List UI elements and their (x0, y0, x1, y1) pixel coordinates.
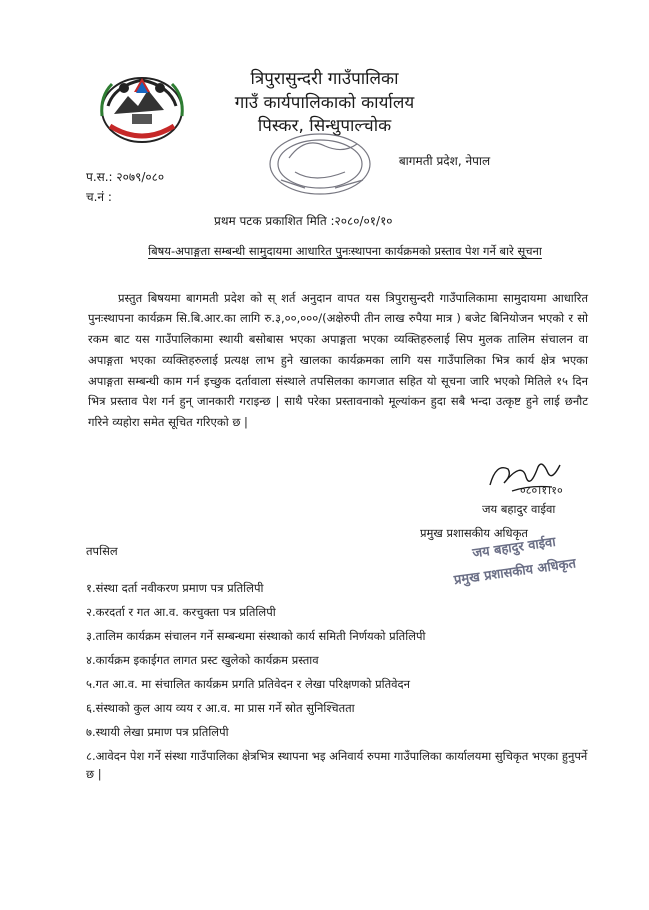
list-item: २.करदर्ता र गत आ.व. करचुक्ता पत्र प्रतिलिपी (86, 605, 276, 619)
municipality-name: त्रिपुरासुन्दरी गाउँपालिका (250, 69, 399, 89)
published-date: प्रथम पटक प्रकाशित मिति :२०८०/०१/१० (214, 214, 393, 228)
province-name: बागमती प्रदेश, नेपाल (398, 154, 491, 168)
list-item: ७.स्थायी लेखा प्रमाण पत्र प्रतिलिपी (86, 725, 229, 739)
office-name: गाउँ कार्यपालिकाको कार्यालय (234, 93, 415, 113)
stamp-title: प्रमुख प्रशासकीय अधिकृत (453, 556, 577, 589)
list-item: ६.संस्थाको कुल आय व्यय र आ.व. मा प्रास गर्ने स्रोत सुनिश्चितता (86, 701, 355, 715)
list-item: ८.आवेदन पेश गर्ने संस्था गाउँपालिका क्षेत्रभित्र स्थापना भइ अनिवार्य रुपमा गाउँपालिका कार्यालयमा सुचिकृत भएका हुनुपर्ने छ | (86, 749, 588, 781)
dispatch-number: च.नं : (86, 190, 112, 204)
notice-subject: बिषय-अपाङ्गता सम्बन्धी सामुदायमा आधारित पुनःस्थापना कार्यक्रमको प्रस्ताव पेश गर्ने बारे सूचना (148, 244, 542, 258)
list-item: ५.गत आ.व. मा संचालित कार्यक्रम प्रगति प्रतिवेदन र लेखा परिक्षणको प्रतिवेदन (86, 677, 411, 691)
attachments-heading: तपसिल (86, 544, 118, 558)
signatory-title: प्रमुख प्रशासकीय अधिकृत (420, 526, 528, 540)
stamp-name: जय बहादुर वाईवा (471, 534, 557, 562)
office-address: पिस्कर, सिन्धुपाल्चोक (257, 116, 392, 136)
notice-body: प्रस्तुत बिषयमा बागमती प्रदेश को स् शर्त अनुदान वापत यस त्रिपुरासुन्दरी गाउँपालिकामा सामुदायमा आधारित पुनःस्थापना कार्यक्रम सि.बि.आर.का लागि रु.३,००,०००/(अक्षेरुपी तीन लाख रुपैया मात्र ) बजेट बिनियोजन भएको र सो रकम बाट यस गाउँपालिकामा स्थायी बसोबास भएका अपाङ्गता भएका व्यक्तिहरुलाई सिप मुलक तालिम संचालन वा अपाङ्गता भएका व्यक्तिहरुलाई प्रत्यक्ष लाभ हुने खालका कार्यक्रमका लागि यस गाउँपालिका भित्र कार्य क्षेत्र भएका अपाङ्गता सम्बन्धी काम गर्न इच्छुक दर्तावाला संस्थाले तपसिलका कागजात सहित यो सूचना जारि भएको मितिले १५ दिन भित्र प्रस्ताव पेश गर्न हुन् जानकारी गराइन्छ | साथै परेका प्रस्तावनाको मूल्यांकन हुदा सबै भन्दा उत्कृष्ट हुने लाई छनौट गरिने व्यहोरा समेत सूचित गरिएको छ | (88, 290, 588, 430)
signatory-name: जय बहादुर वाईवा (482, 502, 556, 516)
signature-date: ०८०।१।१० (520, 484, 563, 497)
list-item: १.संस्था दर्ता नवीकरण प्रमाण पत्र प्रतिलिपी (86, 581, 264, 595)
attachments-list (86, 576, 596, 783)
reference-number: प.स.: २०७९/०८० (86, 170, 165, 184)
list-item: ४.कार्यक्रम इकाईगत लागत प्रस्ट खुलेको कार्यक्रम प्रस्ताव (86, 653, 319, 667)
list-item: ३.तालिम कार्यक्रम संचालन गर्ने सम्बन्धमा संस्थाको कार्य समिती निर्णयको प्रतिलिपी (86, 629, 426, 643)
